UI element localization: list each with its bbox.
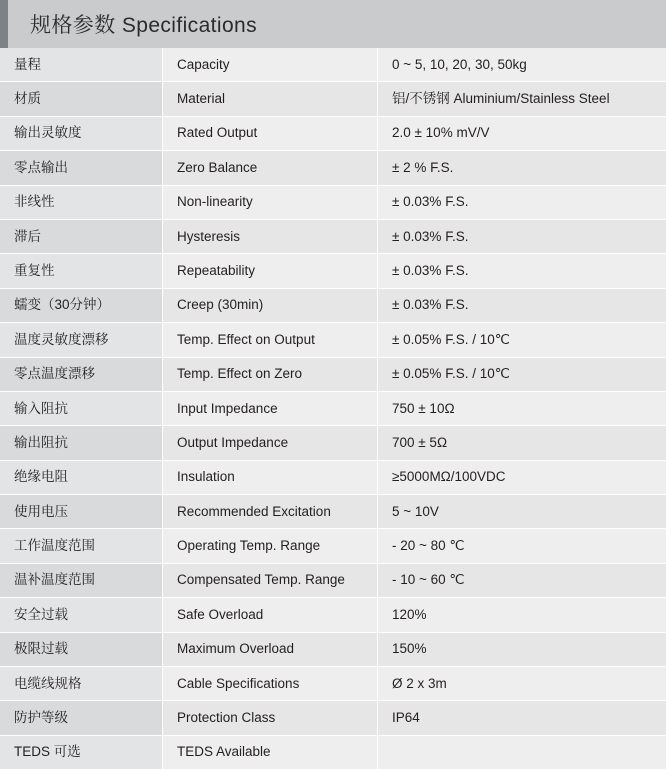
spec-value: 750 ± 10Ω	[378, 391, 666, 425]
spec-label-en: Cable Specifications	[163, 667, 378, 701]
spec-label-en: Repeatability	[163, 254, 378, 288]
table-row	[0, 460, 666, 494]
spec-label-en: Operating Temp. Range	[163, 529, 378, 563]
table-row	[0, 185, 666, 219]
spec-label-en: TEDS Available	[163, 735, 378, 769]
specifications-table-body	[0, 48, 666, 770]
table-row	[0, 426, 666, 460]
spec-label-cn: 量程	[0, 48, 163, 82]
spec-value: - 20 ~ 80 ℃	[378, 529, 666, 563]
table-row	[0, 735, 666, 769]
spec-label-cn: TEDS 可选	[0, 735, 163, 769]
spec-label-cn: 工作温度范围	[0, 529, 163, 563]
table-row	[0, 323, 666, 357]
spec-label-cn: 防护等级	[0, 701, 163, 735]
spec-label-cn: 绝缘电阻	[0, 460, 163, 494]
spec-label-en: Rated Output	[163, 116, 378, 150]
table-row	[0, 254, 666, 288]
spec-label-cn: 输入阻抗	[0, 391, 163, 425]
spec-label-en: Temp. Effect on Output	[163, 323, 378, 357]
table-row	[0, 598, 666, 632]
table-row	[0, 48, 666, 82]
spec-label-cn: 温度灵敏度漂移	[0, 323, 163, 357]
table-row	[0, 357, 666, 391]
spec-value: ± 0.03% F.S.	[378, 288, 666, 322]
spec-label-en: Maximum Overload	[163, 632, 378, 666]
spec-value: 0 ~ 5, 10, 20, 30, 50kg	[378, 48, 666, 82]
spec-value: IP64	[378, 701, 666, 735]
spec-label-en: Temp. Effect on Zero	[163, 357, 378, 391]
spec-label-cn: 滞后	[0, 219, 163, 253]
spec-value: 2.0 ± 10% mV/V	[378, 116, 666, 150]
spec-label-en: Output Impedance	[163, 426, 378, 460]
spec-value: ± 0.03% F.S.	[378, 254, 666, 288]
spec-value: ± 0.03% F.S.	[378, 219, 666, 253]
spec-label-cn: 电缆线规格	[0, 667, 163, 701]
spec-label-cn: 非线性	[0, 185, 163, 219]
table-row	[0, 288, 666, 322]
spec-label-en: Insulation	[163, 460, 378, 494]
spec-label-cn: 使用电压	[0, 495, 163, 529]
spec-value: - 10 ~ 60 ℃	[378, 563, 666, 597]
spec-label-en: Recommended Excitation	[163, 495, 378, 529]
table-row	[0, 82, 666, 116]
spec-label-cn: 输出阻抗	[0, 426, 163, 460]
spec-label-en: Zero Balance	[163, 151, 378, 185]
spec-value: 150%	[378, 632, 666, 666]
spec-label-en: Compensated Temp. Range	[163, 563, 378, 597]
header-accent-bar	[0, 0, 8, 48]
specifications-header	[0, 0, 666, 48]
spec-label-cn: 重复性	[0, 254, 163, 288]
spec-label-en: Hysteresis	[163, 219, 378, 253]
spec-label-cn: 极限过载	[0, 632, 163, 666]
spec-value: Ø 2 x 3m	[378, 667, 666, 701]
spec-value: ≥5000MΩ/100VDC	[378, 460, 666, 494]
spec-label-cn: 输出灵敏度	[0, 116, 163, 150]
spec-label-en: Safe Overload	[163, 598, 378, 632]
spec-label-en: Creep (30min)	[163, 288, 378, 322]
spec-label-cn: 材质	[0, 82, 163, 116]
spec-value	[378, 735, 666, 769]
spec-value: ± 0.05% F.S. / 10℃	[378, 323, 666, 357]
spec-label-en: Protection Class	[163, 701, 378, 735]
table-row	[0, 151, 666, 185]
spec-value: ± 0.05% F.S. / 10℃	[378, 357, 666, 391]
table-row	[0, 667, 666, 701]
table-row	[0, 563, 666, 597]
spec-label-en: Input Impedance	[163, 391, 378, 425]
spec-value: 铝/不锈钢 Aluminium/Stainless Steel	[378, 82, 666, 116]
spec-label-en: Material	[163, 82, 378, 116]
table-row	[0, 529, 666, 563]
spec-value: 120%	[378, 598, 666, 632]
spec-label-cn: 蠕变（30分钟）	[0, 288, 163, 322]
table-row	[0, 495, 666, 529]
spec-value: ± 2 % F.S.	[378, 151, 666, 185]
spec-label-cn: 零点温度漂移	[0, 357, 163, 391]
spec-label-en: Non-linearity	[163, 185, 378, 219]
table-row	[0, 219, 666, 253]
table-row	[0, 116, 666, 150]
spec-label-cn: 零点输出	[0, 151, 163, 185]
page-title: 规格参数 Specifications	[30, 9, 257, 39]
spec-label-en: Capacity	[163, 48, 378, 82]
spec-label-cn: 安全过载	[0, 598, 163, 632]
spec-label-cn: 温补温度范围	[0, 563, 163, 597]
spec-value: ± 0.03% F.S.	[378, 185, 666, 219]
table-row	[0, 391, 666, 425]
table-row	[0, 632, 666, 666]
spec-value: 700 ± 5Ω	[378, 426, 666, 460]
spec-value: 5 ~ 10V	[378, 495, 666, 529]
table-row	[0, 701, 666, 735]
specifications-table	[0, 48, 666, 770]
